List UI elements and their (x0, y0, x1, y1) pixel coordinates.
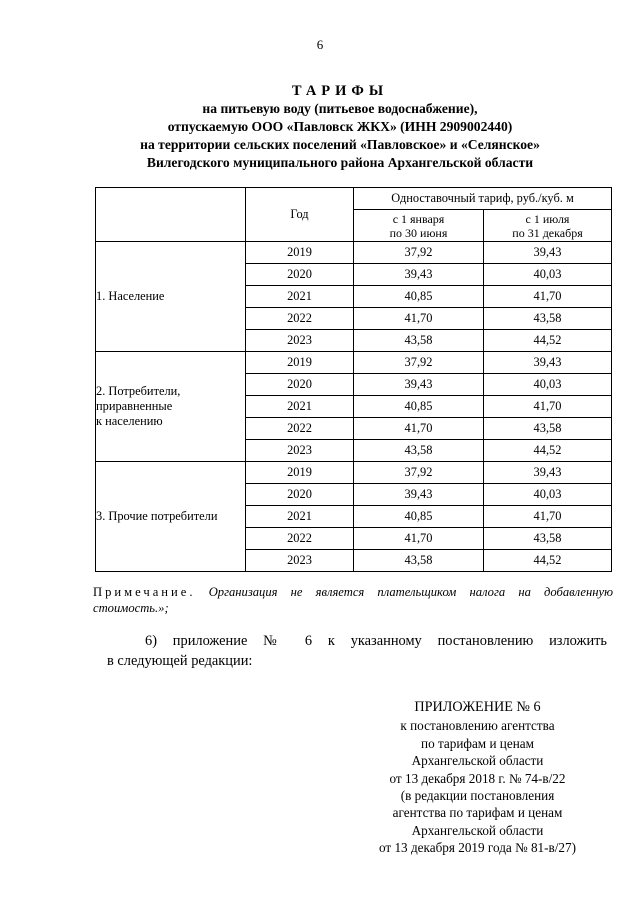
tariff-h2-cell: 39,43 (484, 462, 612, 484)
appendix-line: (в редакции постановления (400, 788, 555, 804)
tariffs-table (95, 187, 612, 572)
tariff-h1-cell: 40,85 (354, 506, 484, 528)
tariff-h1-cell: 40,85 (354, 396, 484, 418)
paragraph-line: 6) приложение № 6 к указанному постановлению изложить (145, 633, 607, 649)
tariff-h1-cell: 41,70 (354, 528, 484, 550)
title-line: на территории сельских поселений «Павловское» и «Селянское» (140, 137, 540, 152)
year-cell: 2020 (246, 484, 354, 506)
paragraph-line: в следующей редакции: (107, 653, 253, 669)
tariff-h1-cell: 43,58 (354, 330, 484, 352)
title-line: на питьевую воду (питьевое водоснабжение), (202, 101, 478, 116)
appendix-header (340, 699, 615, 857)
appendix-line: от 13 декабря 2019 года № 81-в/27) (378, 840, 576, 856)
tariff-h2-cell: 43,58 (484, 418, 612, 440)
year-cell: 2021 (246, 286, 354, 308)
year-cell: 2020 (246, 374, 354, 396)
note (93, 584, 613, 616)
table-row (96, 352, 612, 374)
header-tariff: Одноставочный тариф, руб./куб. м (354, 188, 612, 210)
appendix-line: агентства по тарифам и ценам (392, 805, 563, 821)
tariff-h2-cell: 39,43 (484, 352, 612, 374)
tariff-h2-cell: 44,52 (484, 330, 612, 352)
tariff-h1-cell: 39,43 (354, 484, 484, 506)
consumer-category: 3. Прочие потребители (96, 462, 246, 572)
appendix-line: по тарифам и ценам (421, 735, 534, 751)
year-cell: 2022 (246, 528, 354, 550)
appendix-title: ПРИЛОЖЕНИЕ № 6 (414, 699, 541, 715)
appendix-line: от 13 декабря 2018 г. № 74-в/22 (389, 770, 566, 786)
header-period-1: с 1 января по 30 июня (354, 210, 484, 242)
consumer-category: 1. Население (96, 242, 246, 352)
title-line: Вилегодского муниципального района Архангельской области (146, 155, 534, 170)
tariff-h2-cell: 44,52 (484, 550, 612, 572)
year-cell: 2021 (246, 396, 354, 418)
tariff-h2-cell: 40,03 (484, 484, 612, 506)
header-year: Год (246, 188, 354, 242)
note-text: Организация не является плательщиком налога на добавленную стоимость.»; (93, 585, 613, 615)
header-consumer (96, 188, 246, 242)
note-label: Примечание. (93, 585, 196, 599)
tariff-h2-cell: 43,58 (484, 308, 612, 330)
amendment-paragraph (107, 631, 607, 671)
appendix-line: Архангельской области (411, 753, 544, 769)
tariff-h1-cell: 37,92 (354, 352, 484, 374)
year-cell: 2019 (246, 462, 354, 484)
page-number: 6 (316, 37, 324, 52)
tariff-h1-cell: 41,70 (354, 308, 484, 330)
tariff-h1-cell: 40,85 (354, 286, 484, 308)
year-cell: 2020 (246, 264, 354, 286)
year-cell: 2022 (246, 308, 354, 330)
table-row (96, 242, 612, 264)
title-line: отпускаемую ООО «Павловск ЖКХ» (ИНН 2909002440) (167, 119, 513, 134)
tariff-h1-cell: 37,92 (354, 242, 484, 264)
tariff-h1-cell: 37,92 (354, 462, 484, 484)
consumer-category: 2. Потребители, приравненные к населению (96, 352, 246, 462)
tariff-h1-cell: 39,43 (354, 374, 484, 396)
tariff-h1-cell: 43,58 (354, 440, 484, 462)
tariff-h2-cell: 41,70 (484, 286, 612, 308)
year-cell: 2019 (246, 242, 354, 264)
tariff-h2-cell: 41,70 (484, 506, 612, 528)
year-cell: 2022 (246, 418, 354, 440)
year-cell: 2023 (246, 440, 354, 462)
title-main: ТАРИФЫ (291, 83, 389, 99)
tariff-h1-cell: 41,70 (354, 418, 484, 440)
header-period-2: с 1 июля по 31 декабря (484, 210, 612, 242)
tariff-h2-cell: 44,52 (484, 440, 612, 462)
year-cell: 2023 (246, 550, 354, 572)
year-cell: 2019 (246, 352, 354, 374)
tariff-h1-cell: 43,58 (354, 550, 484, 572)
tariff-h2-cell: 41,70 (484, 396, 612, 418)
tariff-h2-cell: 43,58 (484, 528, 612, 550)
tariff-h2-cell: 39,43 (484, 242, 612, 264)
year-cell: 2021 (246, 506, 354, 528)
tariff-h2-cell: 40,03 (484, 264, 612, 286)
document-title (60, 82, 620, 172)
appendix-line: к постановлению агентства (400, 718, 555, 734)
year-cell: 2023 (246, 330, 354, 352)
tariff-h1-cell: 39,43 (354, 264, 484, 286)
appendix-line: Архангельской области (411, 822, 544, 838)
tariff-h2-cell: 40,03 (484, 374, 612, 396)
table-row (96, 462, 612, 484)
